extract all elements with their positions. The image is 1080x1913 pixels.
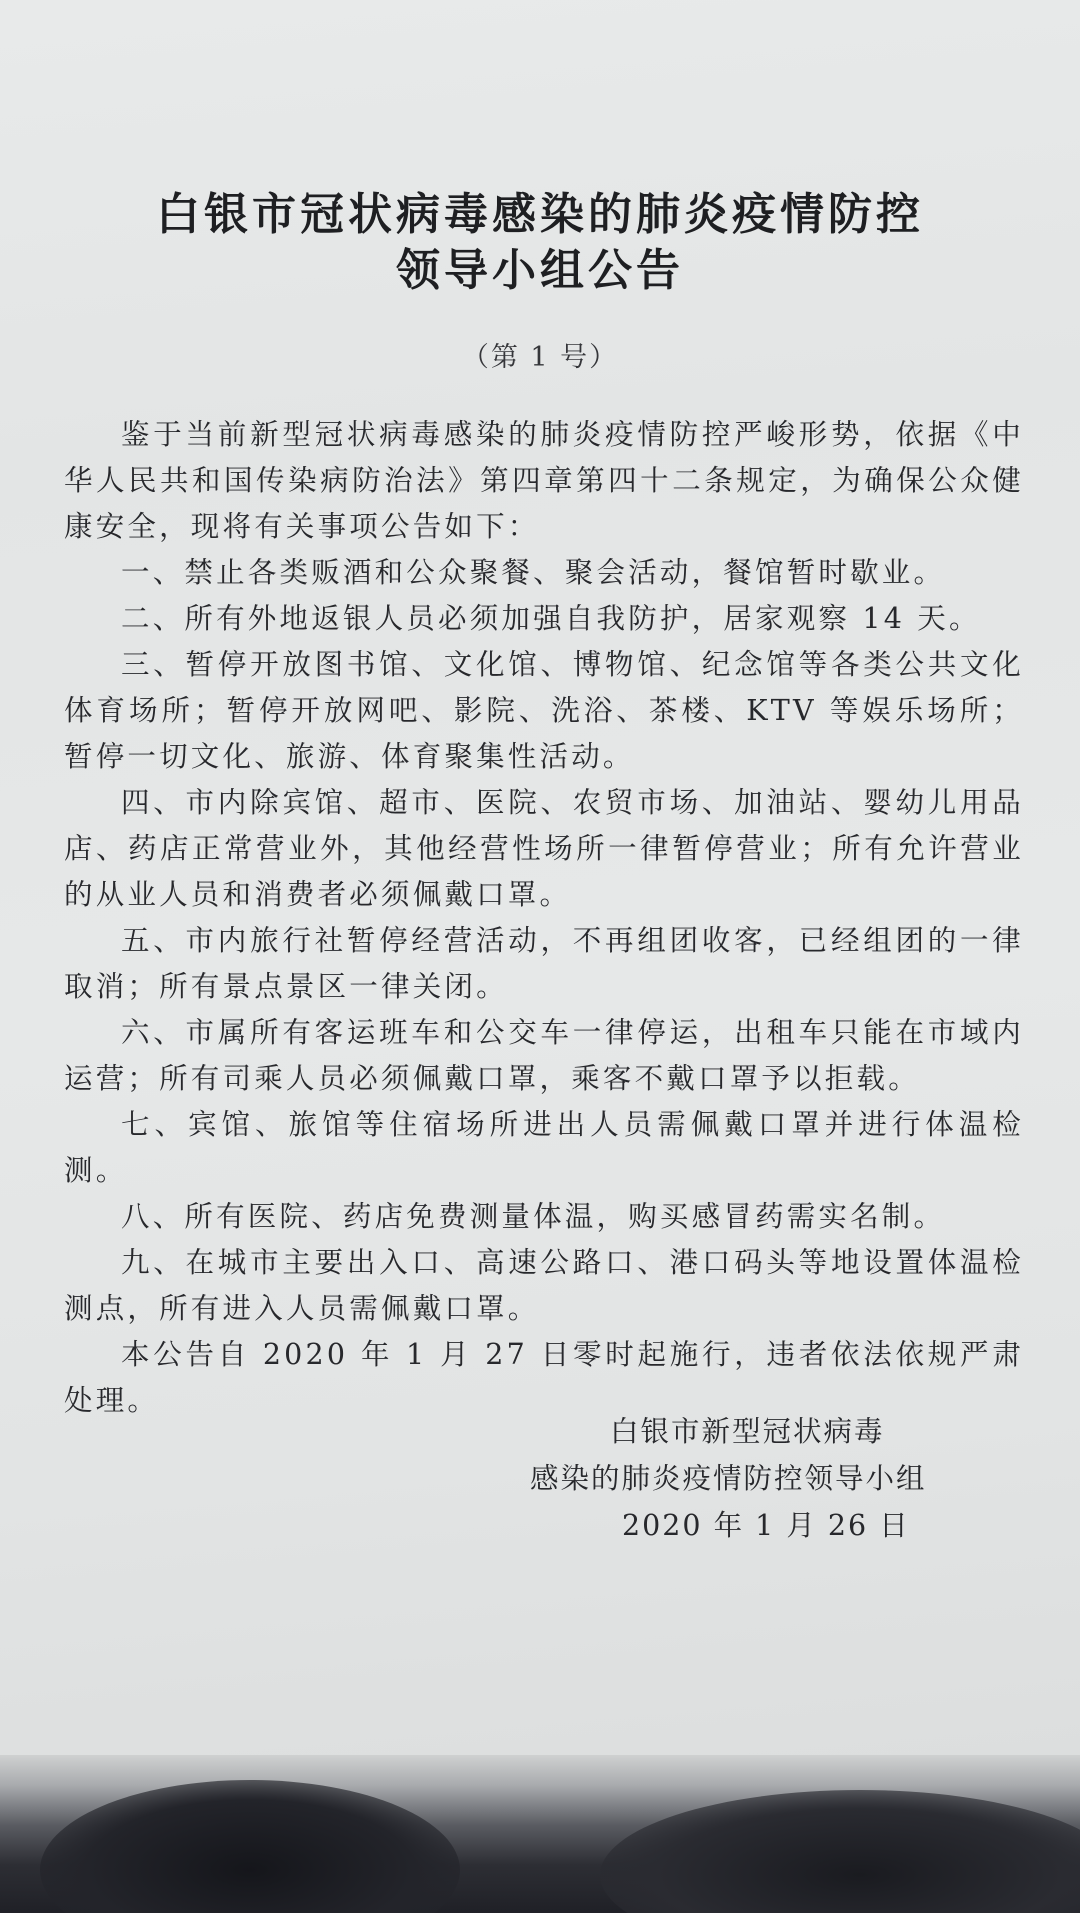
effective-date-paragraph: 本公告自 2020 年 1 月 27 日零时起施行，违者依法依规严肃处理。 (64, 1338, 1024, 1417)
document-body (64, 412, 1024, 1424)
clause-4: 四、市内除宾馆、超市、医院、农贸市场、加油站、婴幼儿用品店、药店正常营业外，其他经营性场所一律暂停营业；所有允许营业的从业人员和消费者必须佩戴口罩。 (64, 786, 1024, 911)
clause-6: 六、市属所有客运班车和公交车一律停运，出租车只能在市域内运营；所有司乘人员必须佩戴口罩，乘客不戴口罩予以拒载。 (64, 1016, 1024, 1095)
clause-7: 七、宾馆、旅馆等住宿场所进出人员需佩戴口罩并进行体温检测。 (64, 1108, 1024, 1187)
clause-3: 三、暂停开放图书馆、文化馆、博物馆、纪念馆等各类公共文化体育场所；暂停开放网吧、影院、洗浴、茶楼、KTV 等娱乐场所；暂停一切文化、旅游、体育聚集性活动。 (64, 648, 1024, 773)
clause-8: 八、所有医院、药店免费测量体温，购买感冒药需实名制。 (121, 1200, 946, 1233)
clause-5: 五、市内旅行社暂停经营活动，不再组团收客，已经组团的一律取消；所有景点景区一律关闭。 (64, 924, 1024, 1003)
clause-9: 九、在城市主要出入口、高速公路口、港口码头等地设置体温检测点，所有进入人员需佩戴口罩。 (64, 1246, 1024, 1325)
intro-paragraph: 鉴于当前新型冠状病毒感染的肺炎疫情防控严峻形势，依据《中华人民共和国传染病防治法》第四章第四十二条规定，为确保公众健康安全，现将有关事项公告如下： (64, 418, 1024, 543)
clause-2: 二、所有外地返银人员必须加强自我防护，居家观察 14 天。 (121, 602, 981, 635)
signature-org-line-2: 感染的肺炎疫情防控领导小组 (530, 1462, 927, 1495)
document-title-line-2: 领导小组公告 (396, 245, 684, 296)
document-number: （第 1 号） (461, 342, 619, 373)
signature-org-line-1: 白银市新型冠状病毒 (610, 1415, 885, 1448)
document-title-line-1: 白银市冠状病毒感染的肺炎疫情防控 (156, 189, 924, 240)
signature-block (530, 1408, 1050, 1549)
clause-1: 一、禁止各类贩酒和公众聚餐、聚会活动，餐馆暂时歇业。 (121, 556, 946, 589)
signature-date: 2020 年 1 月 26 日 (622, 1509, 910, 1542)
